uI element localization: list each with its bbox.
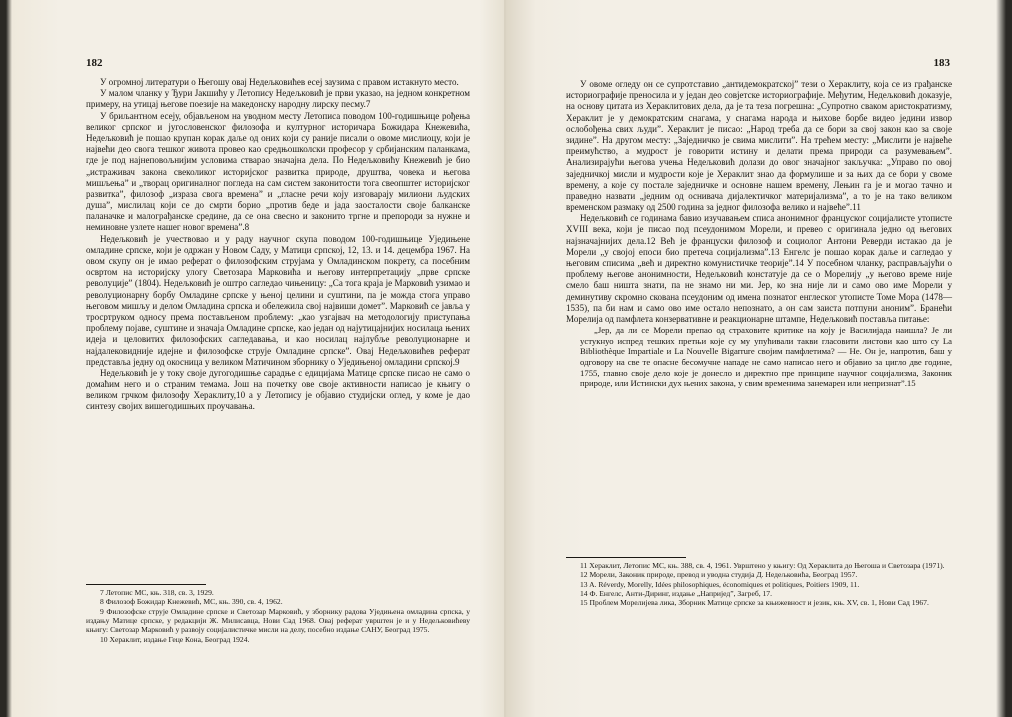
page-number: 182	[86, 57, 103, 69]
footnote: 15 Проблем Морелијева лика, Зборник Матице српске за књижевност и језик, књ. XV, св. 1, Нови Сад 1967.	[580, 598, 929, 608]
paragraph: У овоме огледу он се супротставио „антидемократској” тези о Хераклиту, која се из грађанске историографије преносила и у један део совјетске историографије. Међутим, Недељковић доказује, на основу цитата из Хераклитових дела, да је та теза погрешна: „Супротно сваком аристократизму, Хераклит је у демократским снагама, у снагама народа и њихове борбе видео једини извор ослобођења свих људи”. Хераклит је писао: „Народ треба да се бори за свој закон као за своје зидине”. На другом месту: „Заједничко је свима мислити”. На трећем месту: „Мислити је највеће преимућство, а мудрост је говорити истину и делати према природи са разумевањем”. Анализирајући његова учења Недељковић долази до овог значајног закључка: „Управо по овој заједничкој мисли и мудрости које је Хераклит знао да формулише и за њих да се бори у своме времену, а које су постале заједничке и основне нашем времену, Лењин га је и могао тачно и праведно назвати „једним од оснивача дијалектичког материјализма”, а то је на тако великом временском размаку од 2500 година за једног филозофа велико и највеће”.11	[566, 79, 952, 213]
body-text	[566, 79, 952, 389]
paragraph: У огромној литератури о Његошу овај Недељковићев есеј заузима с правом истакнуто место.	[100, 77, 459, 87]
footnotes	[86, 580, 470, 644]
right-page	[506, 0, 1012, 717]
footnote: 12 Морели, Законик природе, превод и уводна студија Д. Недељковића, Београд 1957.	[580, 570, 858, 580]
paragraph: Недељковић се годинама бавио изучавањем списа анонимног француског социјалисте утописте XVIII века, који је писао под псеудонимом Морели, и превео с оригинала једно од његових најзначајнијих дела.12 Већ је француски филозоф и социолог Антони Реверди истакао да је Морели „у својој епоси био претеча социјализма”.13 Енгелс је пошао корак даље и сагледао у његовим списима „већ и директно комунистичке теорије”.14 У посебном чланку, расправљајући о проблему његове анонимности, Недељковић констатује да се о Морелију „у његово време није смело баш ништа знати, па не знамо ни ми. Јер, ко зна није ли и само ово име Морели у деминутиву скромно скована псеудоним од имена познатог енглеског утописте Томе Мора (1478—1535), па би нам и само ово име остало непознато, а он сам заиста потпуни аноним”. Бранећи Морелија од памфлета конзервативне и реакционарне штампе, Недељковић поставља питање:	[566, 213, 952, 324]
footnote: 11 Хераклит, Летопис МС, књ. 388, св. 4, 1961. Уврштено у књигу: Од Хераклита до Његоша и Светозара (1971).	[580, 561, 945, 570]
paragraph: У бриљантном есеју, објављеном на уводном месту Летописа поводом 100-годишњице рођења великог српског и југословенског филозофа и културног историчара Божидара Кнежевића, Недељковић је пошао крупан корак даље од оних који су раније писали о овоме мислиоцу, који је највећи део свога тешког живота провео као средњошколски професор у србијанским паланкама, где је под најнеповољнијим условима стварао значајна дела. По Недељковићу Кнежевић је био „истраживач закона свеколиког историјског развитка природе, друштва, човека и његова мишљења” и „творац оригиналног погледа на сам систем законитости тога свеопштег историјског развитка”, филозоф „израза свога времена” и „гласне речи коју изговарају милиони људских душа”, мислилац који се до смрти борио „против беде и јада заосталости своје балканске паланачке и малограђанске средине, да се она свесно и законито тргне и препороди за нужне и неминовне узлете нашег новог времена”.8	[86, 110, 470, 233]
footnote: 14 Ф. Енгелс, Анти-Диринг, издање „Напријед”, Загреб, 17.	[580, 589, 773, 599]
footnote: 10 Хераклит, издање Геце Кона, Београд 1924.	[100, 634, 250, 644]
footnote: 13 A. Réverdy, Morelly, Idées philosophiques, économiques et politiques, Poitiers 1909, 11.	[580, 579, 860, 589]
footnote: 9 Филозофске струје Омладине српске и Светозар Марковић, у зборнику радова Уједињена омладина српска, у издању Матице српске, у редакцији Ж. Милисавца, Нови Сад 1968. Овај реферат уврштен је и у Недељковићеву књигу: Светозар Марковић у развоју социјалистичке мисли на делу, посебно издање САНУ, Београд 1975.	[86, 606, 470, 635]
paragraph: Недељковић је учествовао и у раду научног скупа поводом 100-годишњице Уједињене омладине српске, који је одржан у Новом Саду, у Матици српској, 12, 13. и 14. децембра 1967. На овом скупу он је имао реферат о филозофским струјама у Омладинском покрету, са посебним освртом на историјску улогу Светозара Марковића и његову интерпретацију „прве српске револуције” (1804). Недељковић је оштро сагледао чињеницу: „Са тога краја је Марковић узимао и револуционарну борбу Омладине српске у њеној целини и суштини, па је можда стога управо његовом мишљу и делом Омладина српска и обележила свој највиши домет”. Марковић се јавља у тросртруком односу према постављеном проблему: „као узгајвач на методологију приступања проблему појаве, суштине и значаја Омладине српске, као један од најутицајнијих носилаца њених идеја и целовитих филозофских сагледавања, и као носилац најлубље револуционарне и најдалековидније идејне и филозофске струје Омладине српске”. Овај Недељковићев реферат представља једну од окосница у великом Матичином зборнику о Уједињеној омладини српској.9	[86, 233, 470, 367]
page-number: 183	[933, 57, 950, 69]
footnotes	[566, 553, 952, 608]
footnote-rule	[566, 557, 686, 558]
footnote-rule	[86, 584, 206, 585]
body-text	[86, 77, 470, 413]
footnote: 8 Филозоф Божидар Кнежевић, МС, књ. 390, св. 4, 1962.	[100, 597, 283, 607]
paragraph: Недељковић је у току своје дугогодишње сарадње с едицијама Матице српске писао не само о домаћим него и о страним темама. Још на почетку ове своје активности написао је књигу о великом грчком филозофу Хераклиту,10 а у Летопису је објавио студијски оглед, у коме је дао синтезу својих вишегодишњих проучавања.	[86, 367, 470, 412]
paragraph: У малом чланку у Ђури Јакшићу у Летопису Недељковић је први указао, на једном конкретном примеру, на утицај његове поезије на македонску народну лирску песму.7	[86, 88, 470, 110]
block-quote: „Јер, да ли се Морели препао од страховите критике на коју је Василијада наишла? Је ли устукнуо испред тешких претњи које су му упућивали такви гласовити листови као што су La Bibliothèque Impartiale и La Nouvelle Bigarrure својим памфлетима? — Не. Он је, напротив, баш у одговору на све те опасне бесомучне нападе не само написао него и објавио за цигло две године, 1755, главно своје дело које је донесло и директно пре принципе научног социјализма, Законик природе, или Истински дух њених закона, у свим временима занемарен или непризнат”.15	[580, 325, 952, 389]
footnote: 7 Летопис МС, књ. 318, св. 3, 1929.	[100, 588, 214, 597]
